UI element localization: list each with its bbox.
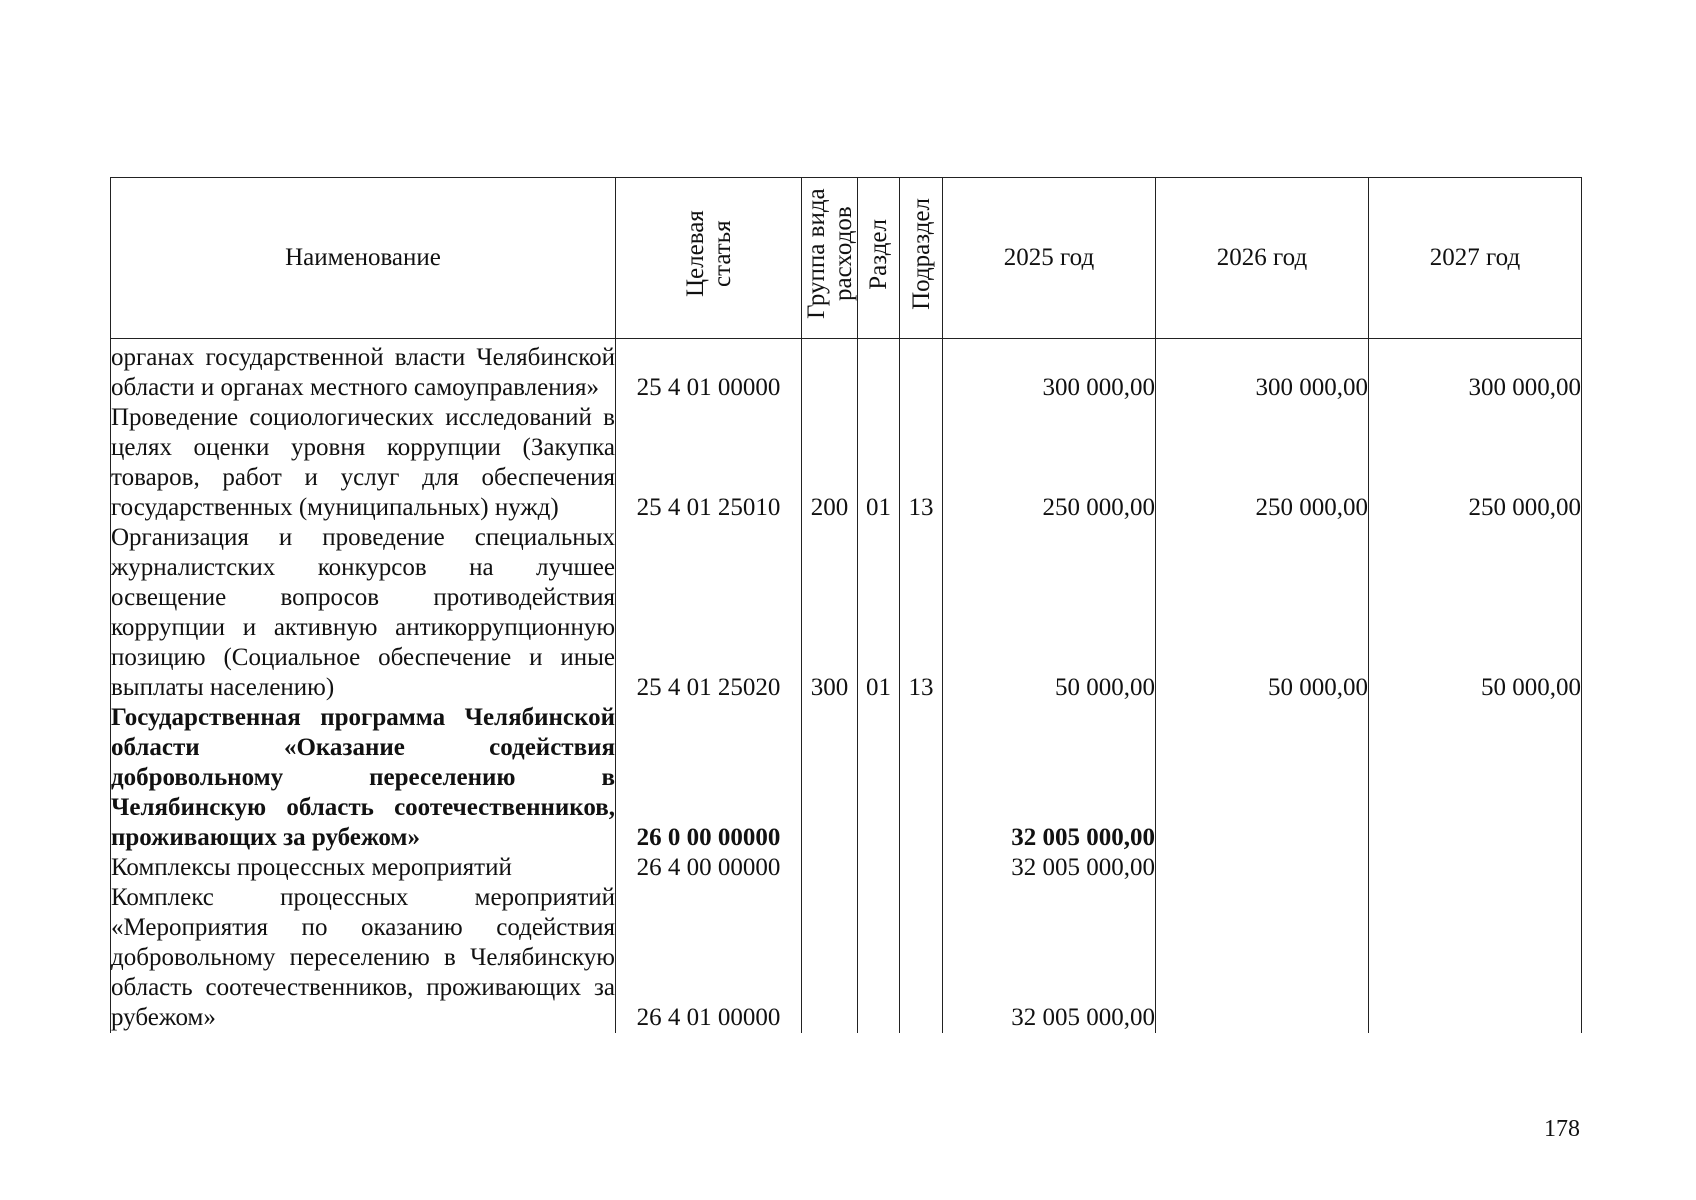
target-article: 25 4 01 25020 (616, 523, 802, 703)
table-row (111, 523, 1582, 703)
section (858, 339, 900, 404)
header-2026: 2026 год (1156, 178, 1369, 339)
header-name: Наименование (111, 178, 616, 339)
section: 01 (858, 523, 900, 703)
table-row (111, 883, 1582, 1033)
table-row (111, 703, 1582, 853)
amount-2027: 50 000,00 (1369, 523, 1582, 703)
header-2027: 2027 год (1369, 178, 1582, 339)
table-header-row (111, 178, 1582, 339)
amount-2026 (1156, 703, 1369, 853)
amount-2025: 250 000,00 (943, 403, 1156, 523)
row-name: Государственная программа Челябинской области «Оказание содействия добровольному переселению в Челябинскую область соотечественников, проживающих за рубежом» (111, 704, 615, 851)
subsection: 13 (900, 403, 943, 523)
row-name: Комплексы процессных мероприятий (111, 853, 616, 883)
header-subsection: Подраздел (900, 178, 943, 339)
header-expense-group: Группа вида расходов (802, 178, 858, 339)
row-name: Комплекс процессных мероприятий «Мероприятия по оказанию содействия добровольному переселению в Челябинскую область соотечественников, проживающих за рубежом» (111, 884, 615, 1031)
subsection (900, 703, 943, 853)
table-row (111, 853, 1582, 883)
row-name: Организация и проведение специальных журналистских конкурсов на лучшее освещение вопросов противодействия коррупции и активную антикоррупционную позицию (Социальное обеспечение и иные выплаты населению) (111, 524, 615, 701)
subsection (900, 883, 943, 1033)
section (858, 703, 900, 853)
row-name: Проведение социологических исследований в целях оценки уровня коррупции (Закупка товаров, работ и услуг для обеспечения государственных (муниципальных) нужд) (111, 404, 615, 521)
amount-2025: 32 005 000,00 (943, 703, 1156, 853)
budget-table (110, 177, 1582, 1033)
subsection (900, 853, 943, 883)
amount-2025: 32 005 000,00 (943, 883, 1156, 1033)
amount-2027 (1369, 703, 1582, 853)
expense-group: 200 (802, 403, 858, 523)
amount-2025: 300 000,00 (943, 339, 1156, 404)
expense-group (802, 339, 858, 404)
header-2025: 2025 год (943, 178, 1156, 339)
section (858, 883, 900, 1033)
table-row (111, 339, 1582, 404)
target-article: 25 4 01 25010 (616, 403, 802, 523)
header-target-article: Целевая статья (616, 178, 802, 339)
expense-group (802, 703, 858, 853)
target-article: 26 0 00 00000 (616, 703, 802, 853)
page-number: 178 (1544, 1116, 1580, 1142)
target-article: 26 4 01 00000 (616, 883, 802, 1033)
section: 01 (858, 403, 900, 523)
expense-group (802, 883, 858, 1033)
amount-2025: 50 000,00 (943, 523, 1156, 703)
subsection (900, 339, 943, 404)
amount-2026: 250 000,00 (1156, 403, 1369, 523)
row-name: органах государственной власти Челябинской области и органах местного самоуправления» (111, 339, 616, 404)
amount-2027 (1369, 883, 1582, 1033)
section (858, 853, 900, 883)
expense-group: 300 (802, 523, 858, 703)
target-article: 25 4 01 00000 (616, 339, 802, 404)
amount-2025: 32 005 000,00 (943, 853, 1156, 883)
amount-2027: 250 000,00 (1369, 403, 1582, 523)
header-section: Раздел (858, 178, 900, 339)
expense-group (802, 853, 858, 883)
amount-2026: 300 000,00 (1156, 339, 1369, 404)
target-article: 26 4 00 00000 (616, 853, 802, 883)
amount-2027 (1369, 853, 1582, 883)
amount-2026 (1156, 853, 1369, 883)
table-row (111, 403, 1582, 523)
subsection: 13 (900, 523, 943, 703)
amount-2026: 50 000,00 (1156, 523, 1369, 703)
amount-2027: 300 000,00 (1369, 339, 1582, 404)
amount-2026 (1156, 883, 1369, 1033)
